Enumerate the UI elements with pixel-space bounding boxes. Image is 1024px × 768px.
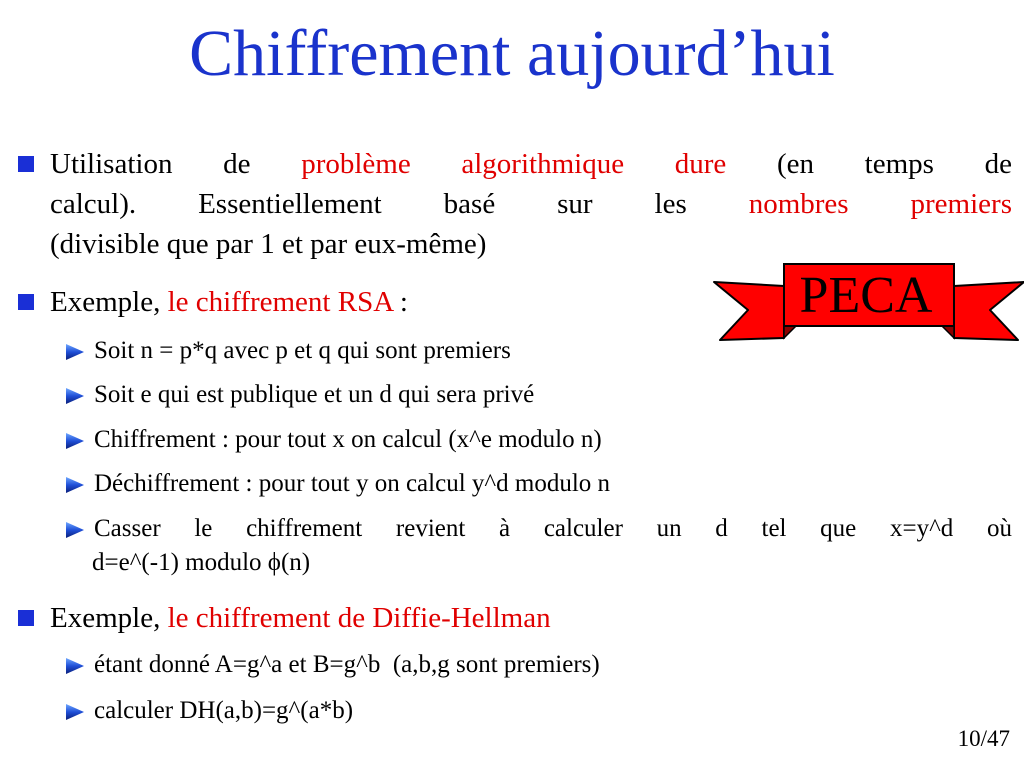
triangle-bullet-icon <box>66 433 84 449</box>
dh-item-1-text: étant donné A=g^a et B=g^b (a,b,g sont premiers) <box>94 651 600 678</box>
dh-item-2 <box>94 694 1012 728</box>
peca-label: PECA <box>799 267 933 324</box>
rsa-item-5 <box>94 512 1012 580</box>
rsa-item-2-text: Soit e qui est publique et un d qui sera privé <box>94 381 535 408</box>
slide-title: Chiffrement aujourd’hui <box>189 17 835 90</box>
rsa-item-1-text: Soit n = p*q avec p et q qui sont premiers <box>94 337 511 364</box>
rsa-text-start: Exemple, <box>50 286 168 318</box>
triangle-bullet-icon <box>66 344 84 360</box>
page-number: 10/47 <box>957 726 1010 751</box>
usage-highlight-hard-problem: problème algorithmique dure <box>301 148 727 180</box>
rsa-highlight: le chiffrement RSA <box>167 286 393 318</box>
usage-highlight-primes: nombres premiers <box>748 188 1012 220</box>
triangle-bullet-icon <box>66 522 84 538</box>
square-bullet-icon <box>18 156 34 172</box>
usage-text-primes-pre: calcul). Essentiellement basé sur les <box>50 188 749 220</box>
rsa-item-2 <box>94 378 1012 412</box>
triangle-bullet-icon <box>66 658 84 674</box>
dh-highlight: le chiffrement de Diffie-Hellman <box>167 602 551 634</box>
bullet-usage-line-3: (divisible que par 1 et par eux-même) <box>50 228 487 260</box>
rsa-item-3 <box>94 423 1012 457</box>
usage-text-start: Utilisation de <box>50 148 302 180</box>
triangle-bullet-icon <box>66 388 84 404</box>
bullet-usage <box>50 144 1012 264</box>
rsa-item-4 <box>94 467 1012 501</box>
bullet-diffie-hellman <box>50 598 1012 638</box>
usage-text-end: (en temps de <box>726 148 1012 180</box>
square-bullet-icon <box>18 294 34 310</box>
triangle-bullet-icon <box>66 477 84 493</box>
triangle-bullet-icon <box>66 704 84 720</box>
rsa-item-3-text: Chiffrement : pour tout x on calcul (x^e modulo n) <box>94 426 602 453</box>
dh-item-1 <box>94 648 1012 682</box>
dh-text-start: Exemple, <box>50 602 168 634</box>
bullet-usage-line-1 <box>50 144 1012 184</box>
bullet-usage-line-2 <box>50 184 1012 224</box>
rsa-item-4-text: Déchiffrement : pour tout y on calcul y^d modulo n <box>94 470 611 497</box>
rsa-item-5-line-2: d=e^(-1) modulo ϕ(n) <box>92 549 311 576</box>
square-bullet-icon <box>18 610 34 626</box>
rsa-text-end: : <box>392 286 408 318</box>
dh-item-2-text: calculer DH(a,b)=g^(a*b) <box>94 697 354 724</box>
rsa-item-5-line-1: Casser le chiffrement revient à calculer un d tel que x=y^d où <box>94 515 1012 542</box>
